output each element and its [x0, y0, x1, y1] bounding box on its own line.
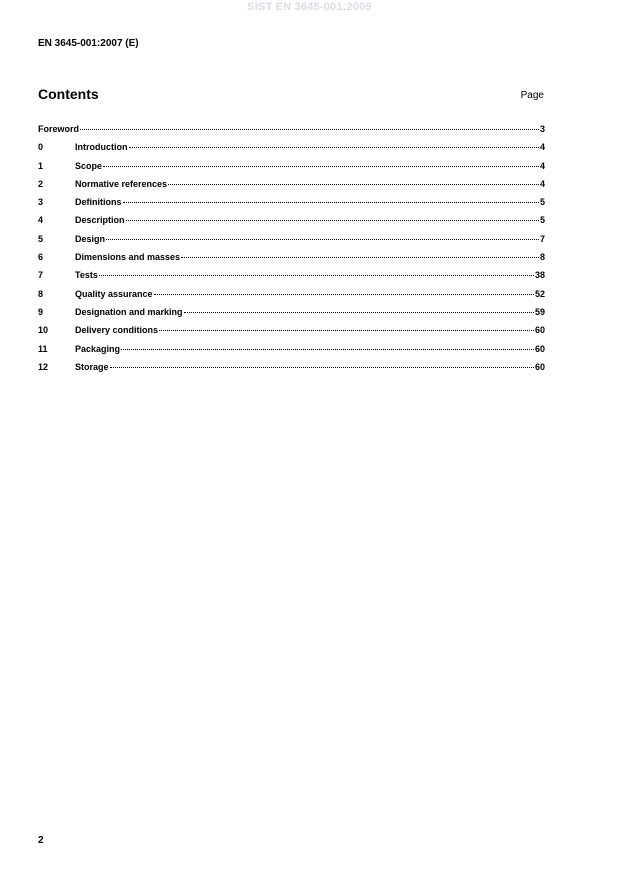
toc-entry-title: Storage — [75, 361, 109, 372]
toc-entry-number: 3 — [38, 197, 44, 208]
toc-entry-page: 52 — [534, 288, 545, 299]
toc-entry[interactable] — [38, 362, 545, 380]
toc-entry-page: 5 — [539, 197, 545, 208]
toc-entry-title: Definitions — [75, 197, 122, 208]
toc-leader-dots — [110, 367, 534, 368]
toc-entry[interactable] — [38, 344, 545, 362]
toc-entry-number: 11 — [38, 343, 48, 354]
toc-entry-page: 3 — [539, 124, 545, 134]
toc-entry-page: 60 — [534, 325, 545, 336]
toc-entry[interactable] — [38, 215, 545, 233]
toc-entry-number: 10 — [38, 325, 49, 336]
toc-leader-dots — [99, 275, 534, 276]
toc-entry-title: Description — [75, 215, 125, 226]
toc-entry-title: Tests — [75, 270, 98, 281]
toc-entry-number: 6 — [38, 252, 44, 263]
toc-leader-dots — [123, 202, 539, 203]
toc-entry-title: Quality assurance — [75, 288, 153, 299]
table-of-contents — [38, 124, 545, 380]
toc-entry-page: 8 — [539, 252, 545, 263]
toc-entry-page: 38 — [534, 270, 545, 281]
toc-leader-dots — [121, 349, 534, 350]
toc-entry[interactable] — [38, 325, 545, 343]
toc-leader-dots — [126, 220, 539, 221]
toc-leader-dots — [103, 166, 539, 167]
toc-entry-number: 7 — [38, 270, 44, 281]
toc-entry-title: Design — [75, 233, 106, 244]
page-column-label: Page — [520, 90, 544, 101]
toc-entry[interactable] — [38, 161, 545, 179]
toc-entry[interactable] — [38, 124, 545, 142]
page-number: 2 — [38, 835, 44, 846]
toc-leader-dots — [168, 184, 539, 185]
toc-entry-title: Normative references — [75, 178, 168, 189]
toc-leader-dots — [80, 129, 539, 130]
toc-entry-number: 0 — [38, 142, 44, 153]
toc-leader-dots — [159, 330, 534, 331]
toc-leader-dots — [154, 294, 534, 295]
toc-entry-page: 4 — [539, 160, 545, 171]
toc-entry-number: 9 — [38, 306, 44, 317]
toc-entry-page: 5 — [539, 215, 545, 226]
watermark: SIST EN 3645-001:2009 — [247, 1, 372, 13]
toc-entry-number: 8 — [38, 288, 44, 299]
toc-entry[interactable] — [38, 289, 545, 307]
toc-entry-title: Designation and marking — [75, 306, 183, 317]
toc-entry-page: 59 — [534, 306, 545, 317]
toc-entry[interactable] — [38, 179, 545, 197]
toc-entry-page: 60 — [534, 361, 545, 372]
toc-entry-title: Packaging — [75, 343, 121, 354]
contents-title: Contents — [38, 86, 99, 102]
document-id: EN 3645-001:2007 (E) — [38, 38, 139, 49]
toc-leader-dots — [181, 257, 539, 258]
toc-leader-dots — [184, 312, 534, 313]
toc-entry-title: Dimensions and masses — [75, 252, 181, 263]
toc-entry-page: 4 — [539, 178, 545, 189]
toc-entry-number: 1 — [38, 160, 44, 171]
toc-leader-dots — [129, 147, 539, 148]
toc-entry-title: Foreword — [38, 124, 80, 134]
toc-entry[interactable] — [38, 307, 545, 325]
toc-entry-number: 5 — [38, 233, 44, 244]
toc-entry-number: 12 — [38, 361, 49, 372]
toc-entry-page: 4 — [539, 142, 545, 153]
toc-entry[interactable] — [38, 142, 545, 160]
toc-entry[interactable] — [38, 270, 545, 288]
toc-entry[interactable] — [38, 252, 545, 270]
toc-entry-page: 7 — [539, 233, 545, 244]
toc-entry[interactable] — [38, 234, 545, 252]
toc-entry-title: Introduction — [75, 142, 128, 153]
toc-leader-dots — [106, 239, 539, 240]
toc-entry-title: Scope — [75, 160, 103, 171]
toc-entry[interactable] — [38, 197, 545, 215]
toc-entry-number: 2 — [38, 178, 44, 189]
toc-entry-title: Delivery conditions — [75, 325, 159, 336]
toc-entry-page: 60 — [534, 343, 545, 354]
toc-entry-number: 4 — [38, 215, 44, 226]
